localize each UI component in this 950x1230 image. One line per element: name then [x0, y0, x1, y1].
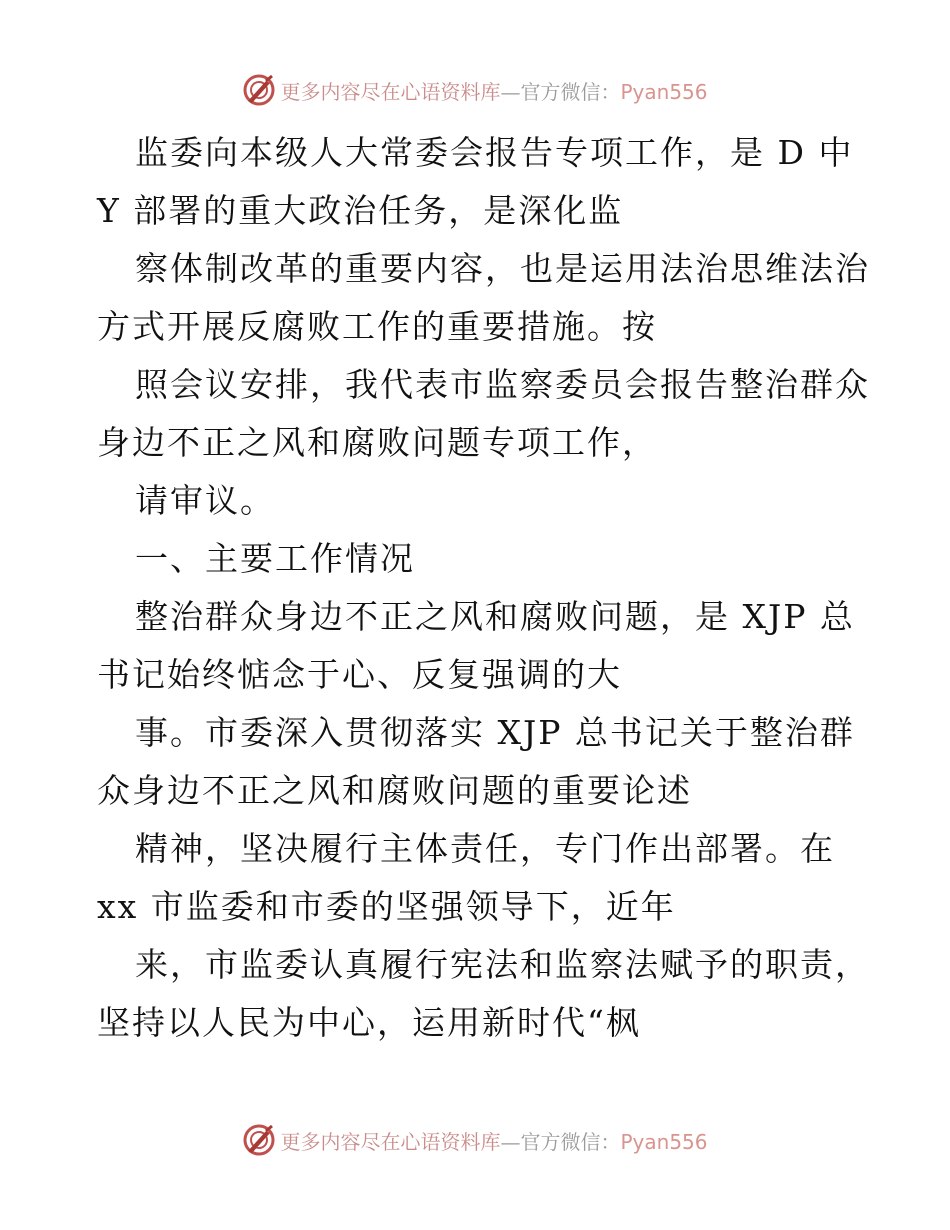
text-line: 精神，坚决履行主体责任，专门作出部署。在 [135, 829, 835, 868]
text-line: 坚持以人民为中心，运用新时代“枫 [97, 1003, 641, 1042]
text-line: 整治群众身边不正之风和腐败问题，是 XJP 总 [135, 597, 855, 636]
pen-circle-logo-icon [242, 1123, 276, 1157]
text-line: 方式开展反腐败工作的重要措施。按 [97, 307, 657, 346]
watermark-id: Pyan556 [620, 1129, 708, 1154]
text-line: 书记始终惦念于心、反复强调的大 [97, 655, 622, 694]
watermark-sub: —官方微信： [500, 1129, 621, 1154]
header-watermark [0, 70, 950, 110]
watermark-sub: —官方微信： [500, 79, 621, 104]
text-line: 一、主要工作情况 [135, 539, 415, 578]
text-line: 请审议。 [135, 481, 275, 520]
text-line: Y 部署的重大政治任务，是深化监 [97, 191, 624, 230]
watermark-main: 更多内容尽在心语资料库 [280, 1129, 501, 1154]
text-line: xx 市监委和市委的坚强领导下，近年 [97, 887, 676, 926]
footer-watermark [0, 1120, 950, 1160]
text-line: 众身边不正之风和腐败问题的重要论述 [97, 771, 692, 810]
text-line: 照会议安排，我代表市监察委员会报告整治群众 [135, 365, 870, 404]
text-line: 身边不正之风和腐败问题专项工作， [97, 423, 657, 462]
watermark-id: Pyan556 [620, 79, 708, 104]
document-body [97, 124, 870, 1052]
watermark-text [280, 76, 707, 105]
text-line: 监委向本级人大常委会报告专项工作，是 D 中 [135, 133, 854, 172]
text-line: 来，市监委认真履行宪法和监察法赋予的职责， [135, 945, 870, 984]
watermark-text [280, 1126, 707, 1155]
pen-circle-logo-icon [242, 73, 276, 107]
watermark-main: 更多内容尽在心语资料库 [280, 79, 501, 104]
text-line: 察体制改革的重要内容，也是运用法治思维法治 [135, 249, 870, 288]
text-line: 事。市委深入贯彻落实 XJP 总书记关于整治群 [135, 713, 855, 752]
